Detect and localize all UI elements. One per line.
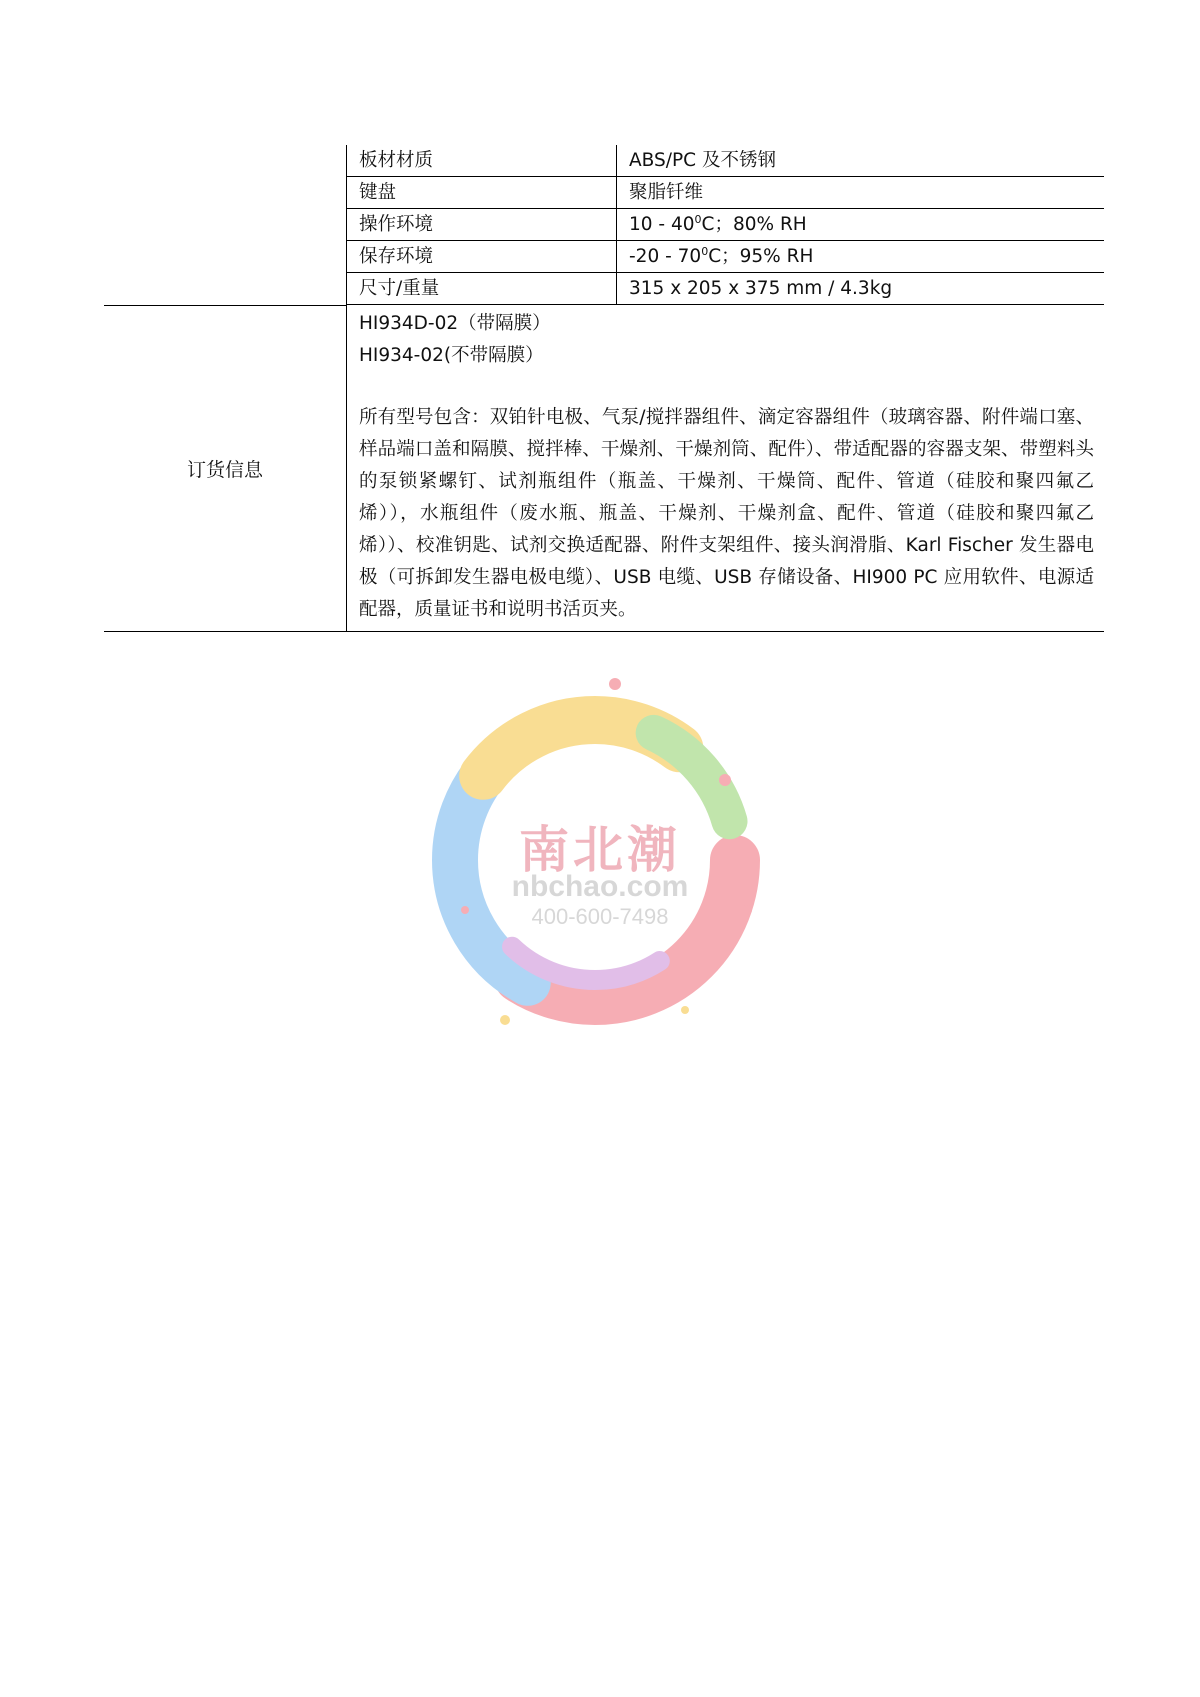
watermark-logo	[385, 660, 815, 1080]
spec-value: 聚脂钎维	[616, 177, 1104, 209]
spec-value: $10 - 40^0C$；80% RH	[616, 209, 1104, 241]
spec-row	[104, 145, 1104, 177]
spec-key: 板材材质	[346, 145, 616, 177]
watermark-site: nbchao.com	[511, 870, 689, 903]
order-info-row	[104, 305, 1104, 632]
spec-row	[104, 209, 1104, 241]
watermark-name: 南北潮	[519, 820, 681, 879]
spec-key: 尺寸/重量	[346, 273, 616, 305]
spec-key: 操作环境	[346, 209, 616, 241]
spec-value: 315 x 205 x 375 mm / 4.3kg	[616, 273, 1104, 305]
order-info-label: 订货信息	[186, 458, 263, 481]
spec-table	[104, 145, 1104, 632]
spec-key: 键盘	[346, 177, 616, 209]
spec-value: ABS/PC 及不锈钢	[616, 145, 1104, 177]
spec-row	[104, 177, 1104, 209]
model-item: HI934-02(不带隔膜）	[359, 345, 544, 366]
spec-row	[104, 241, 1104, 273]
package-contents: 所有型号包含：双铂针电极、气泵/搅拌器组件、滴定容器组件（玻璃容器、附件端口塞、样品端口盖和隔膜、搅拌棒、干燥剂、干燥剂筒、配件）、带适配器的容器支架、带塑料头的泵锁紧螺钉、试剂瓶组件（瓶盖、干燥剂、干燥筒、配件、管道（硅胶和聚四氟乙烯）），水瓶组件（废水瓶、瓶盖、干燥剂、干燥剂盒、配件、管道（硅胶和聚四氟乙烯））、校准钥匙、试剂交换适配器、附件支架组件、接头润滑脂、Karl Fischer 发生器电极（可拆卸发生器电极电缆）、USB 电缆、USB 存储设备、HI900 PC 应用软件、电源适配器，质量证书和说明书活页夹。	[359, 407, 1094, 620]
order-info-content	[346, 305, 1104, 631]
watermark-phone: 400-600-7498	[531, 904, 669, 929]
spec-value: $-20 - 70^0C$；95% RH	[616, 241, 1104, 273]
spec-row	[104, 273, 1104, 305]
spec-key: 保存环境	[346, 241, 616, 273]
model-item: HI934D-02（带隔膜）	[359, 313, 551, 334]
